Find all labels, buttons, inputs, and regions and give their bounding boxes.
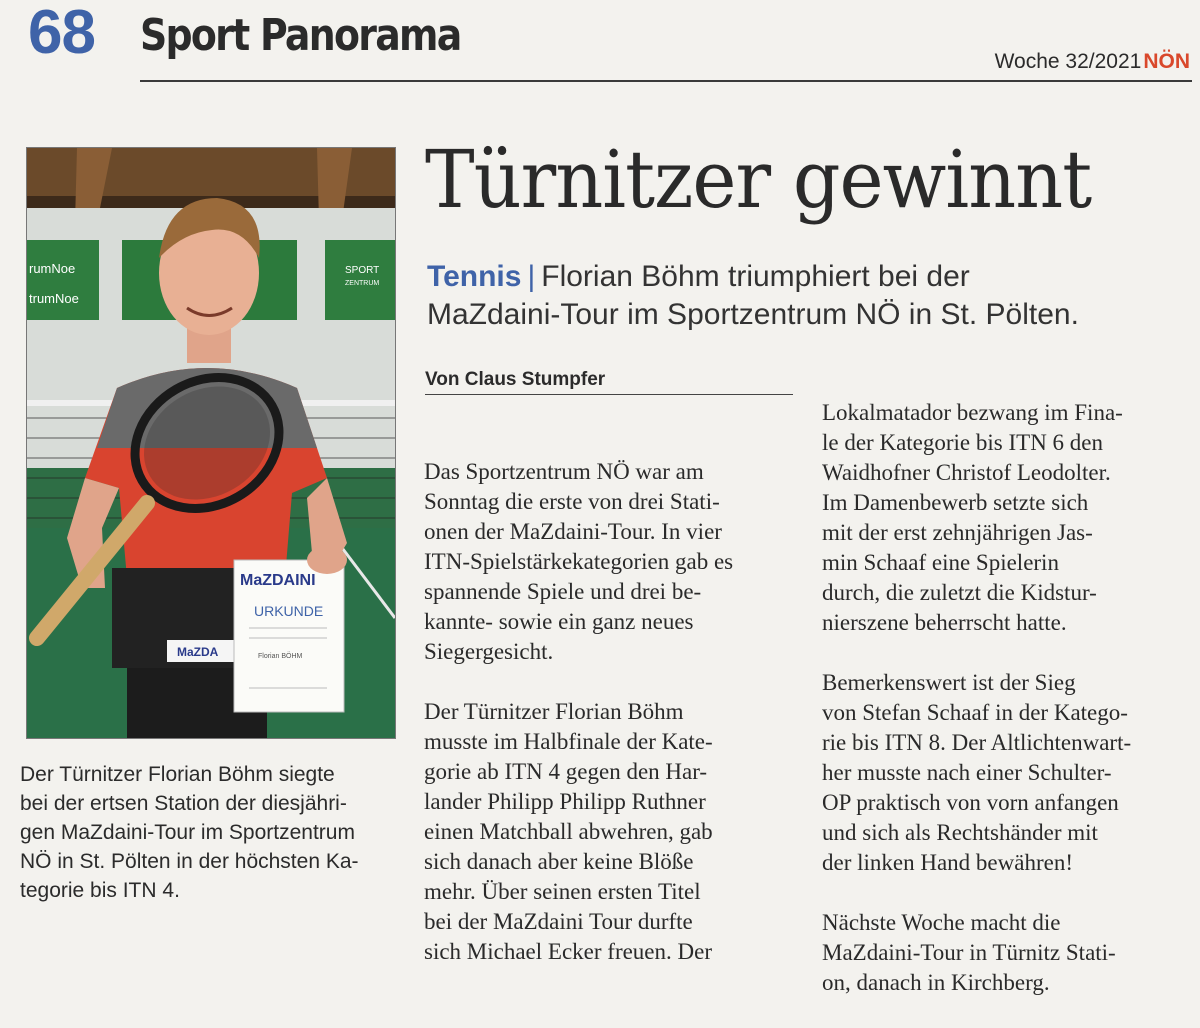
subhead-kicker: Tennis bbox=[427, 260, 522, 293]
paragraph: Lokalmatador bezwang im Fina- le der Kategorie bis ITN 6 den Waidhofner Christof Leodolter. Im Damenbewerb setzte sich mit der erst zehnjährigen Jas- min Schaaf eine Spielerin durch, die zuletzt die Kidstur- nierszene beherrscht hatte. bbox=[822, 400, 1123, 635]
banner-right-text-1: SPORT bbox=[345, 265, 380, 276]
article-column-2 bbox=[822, 368, 1192, 1028]
banner-right-text-2: ZENTRUM bbox=[345, 280, 380, 287]
article-photo bbox=[26, 147, 396, 739]
photo-caption: Der Türnitzer Florian Böhm siegte bei der ertsen Station der diesjähri- gen MaZdaini-Tour im Sportzentrum NÖ in St. Pölten in der höchsten Ka- tegorie bis ITN 4. bbox=[20, 763, 359, 902]
byline: Von Claus Stumpfer bbox=[425, 369, 793, 395]
certificate-brand: MaZDAINI bbox=[240, 572, 316, 589]
banner-left-text-2: trumNoe bbox=[29, 291, 79, 306]
page-number: 68 bbox=[28, 0, 95, 67]
certificate-name: Florian BÖHM bbox=[258, 653, 303, 660]
subhead-text: Florian Böhm triumphiert bei der MaZdaini-Tour im Sportzentrum NÖ in St. Pölten. bbox=[427, 260, 1079, 331]
subhead-separator: | bbox=[527, 260, 536, 293]
subheadline bbox=[427, 258, 1187, 334]
paragraph: Nächste Woche macht die MaZdaini-Tour in Türnitz Stati- on, danach in Kirchberg. bbox=[822, 910, 1116, 995]
article-column-1 bbox=[424, 427, 794, 997]
issue-info bbox=[995, 50, 1190, 74]
certificate-title: URKUNDE bbox=[254, 603, 324, 619]
brand-logo: NÖN bbox=[1143, 50, 1190, 73]
band-label: MaZDA bbox=[177, 645, 219, 659]
paragraph: Das Sportzentrum NÖ war am Sonntag die erste von drei Stati- onen der MaZdaini-Tour. In vier ITN-Spielstärkekategorien gab es spannende Spiele und drei be- kannte- sowie ein ganz neues Siegergesicht. bbox=[424, 459, 734, 664]
paragraph: Der Türnitzer Florian Böhm musste im Halbfinale der Kate- gorie ab ITN 4 gegen den Har- lander Philipp Philipp Ruthner einen Matchball abwehren, gab sich danach aber keine Blöße mehr. Über seinen ersten Titel bei der MaZdaini Tour durfte sich Michael Ecker freuen. Der bbox=[424, 699, 713, 964]
photo-illustration bbox=[27, 148, 395, 738]
header-rule bbox=[140, 80, 1192, 82]
banner-left-text-1: rumNoe bbox=[29, 261, 76, 276]
section-title: Sport Panorama bbox=[140, 10, 461, 61]
paragraph: Bemerkenswert ist der Sieg von Stefan Schaaf in der Katego- rie bis ITN 8. Der Altlichtenwart- her musste nach einer Schulter- OP praktisch von vorn anfangen und sich als Rechtshänder mit der linken Hand bewähren! bbox=[822, 670, 1132, 875]
headline: Türnitzer gewinnt bbox=[425, 133, 1092, 226]
issue-week: Woche 32/2021 bbox=[994, 50, 1142, 73]
